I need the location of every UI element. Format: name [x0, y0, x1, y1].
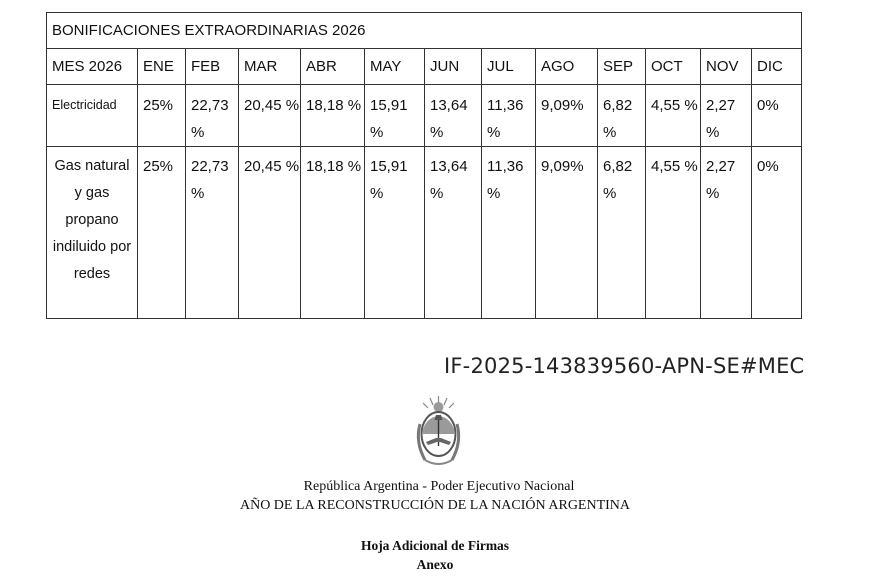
header-cell: MAR — [239, 49, 301, 85]
value-cell: 4,55 % — [646, 85, 701, 147]
value-cell: 0% — [752, 147, 802, 319]
header-cell: AGO — [536, 49, 598, 85]
value-cell: 0% — [752, 85, 802, 147]
category-cell: Gas natural y gas propano indiluido por redes — [47, 147, 138, 319]
value-cell: 13,64 % — [425, 147, 482, 319]
value-cell: 25% — [138, 147, 186, 319]
table-row — [47, 85, 802, 147]
value-cell: 6,82 % — [598, 85, 646, 147]
value-cell: 6,82 % — [598, 147, 646, 319]
value-cell: 20,45 % — [239, 85, 301, 147]
header-cell: JUN — [425, 49, 482, 85]
value-cell: 18,18 % — [301, 147, 365, 319]
footer-signature-sheet: Hoja Adicional de Firmas — [360, 538, 510, 553]
header-cell: MES 2026 — [47, 49, 138, 85]
value-cell: 25% — [138, 85, 186, 147]
value-cell: 22,73 % — [186, 85, 239, 147]
header-cell: FEB — [186, 49, 239, 85]
value-cell: 15,91 % — [365, 147, 425, 319]
value-cell: 18,18 % — [301, 85, 365, 147]
table-row — [47, 147, 802, 319]
value-cell: 2,27 % — [701, 85, 752, 147]
header-cell: SEP — [598, 49, 646, 85]
coat-of-arms-icon — [411, 394, 466, 472]
value-cell: 4,55 % — [646, 147, 701, 319]
footer-republic-line: República Argentina - Poder Ejecutivo Nacional — [303, 479, 575, 494]
header-cell: ENE — [138, 49, 186, 85]
footer-year-motto: AÑO DE LA RECONSTRUCCIÓN DE LA NACIÓN ARGENTINA — [239, 498, 631, 513]
value-cell: 15,91 % — [365, 85, 425, 147]
header-cell: OCT — [646, 49, 701, 85]
value-cell: 20,45 % — [239, 147, 301, 319]
value-cell: 9,09% — [536, 85, 598, 147]
value-cell: 22,73 % — [186, 147, 239, 319]
document-id: IF-2025-143839560-APN-SE#MEC — [444, 354, 805, 378]
value-cell: 2,27 % — [701, 147, 752, 319]
value-cell: 11,36 % — [482, 147, 536, 319]
footer-annex: Anexo — [416, 557, 454, 572]
header-cell: JUL — [482, 49, 536, 85]
category-cell: Electricidad — [47, 85, 138, 147]
value-cell: 9,09% — [536, 147, 598, 319]
table-title: BONIFICACIONES EXTRAORDINARIAS 2026 — [47, 13, 802, 49]
bonificaciones-table — [46, 12, 802, 319]
value-cell: 13,64 % — [425, 85, 482, 147]
value-cell: 11,36 % — [482, 85, 536, 147]
header-cell: MAY — [365, 49, 425, 85]
header-cell: DIC — [752, 49, 802, 85]
header-cell: ABR — [301, 49, 365, 85]
header-cell: NOV — [701, 49, 752, 85]
